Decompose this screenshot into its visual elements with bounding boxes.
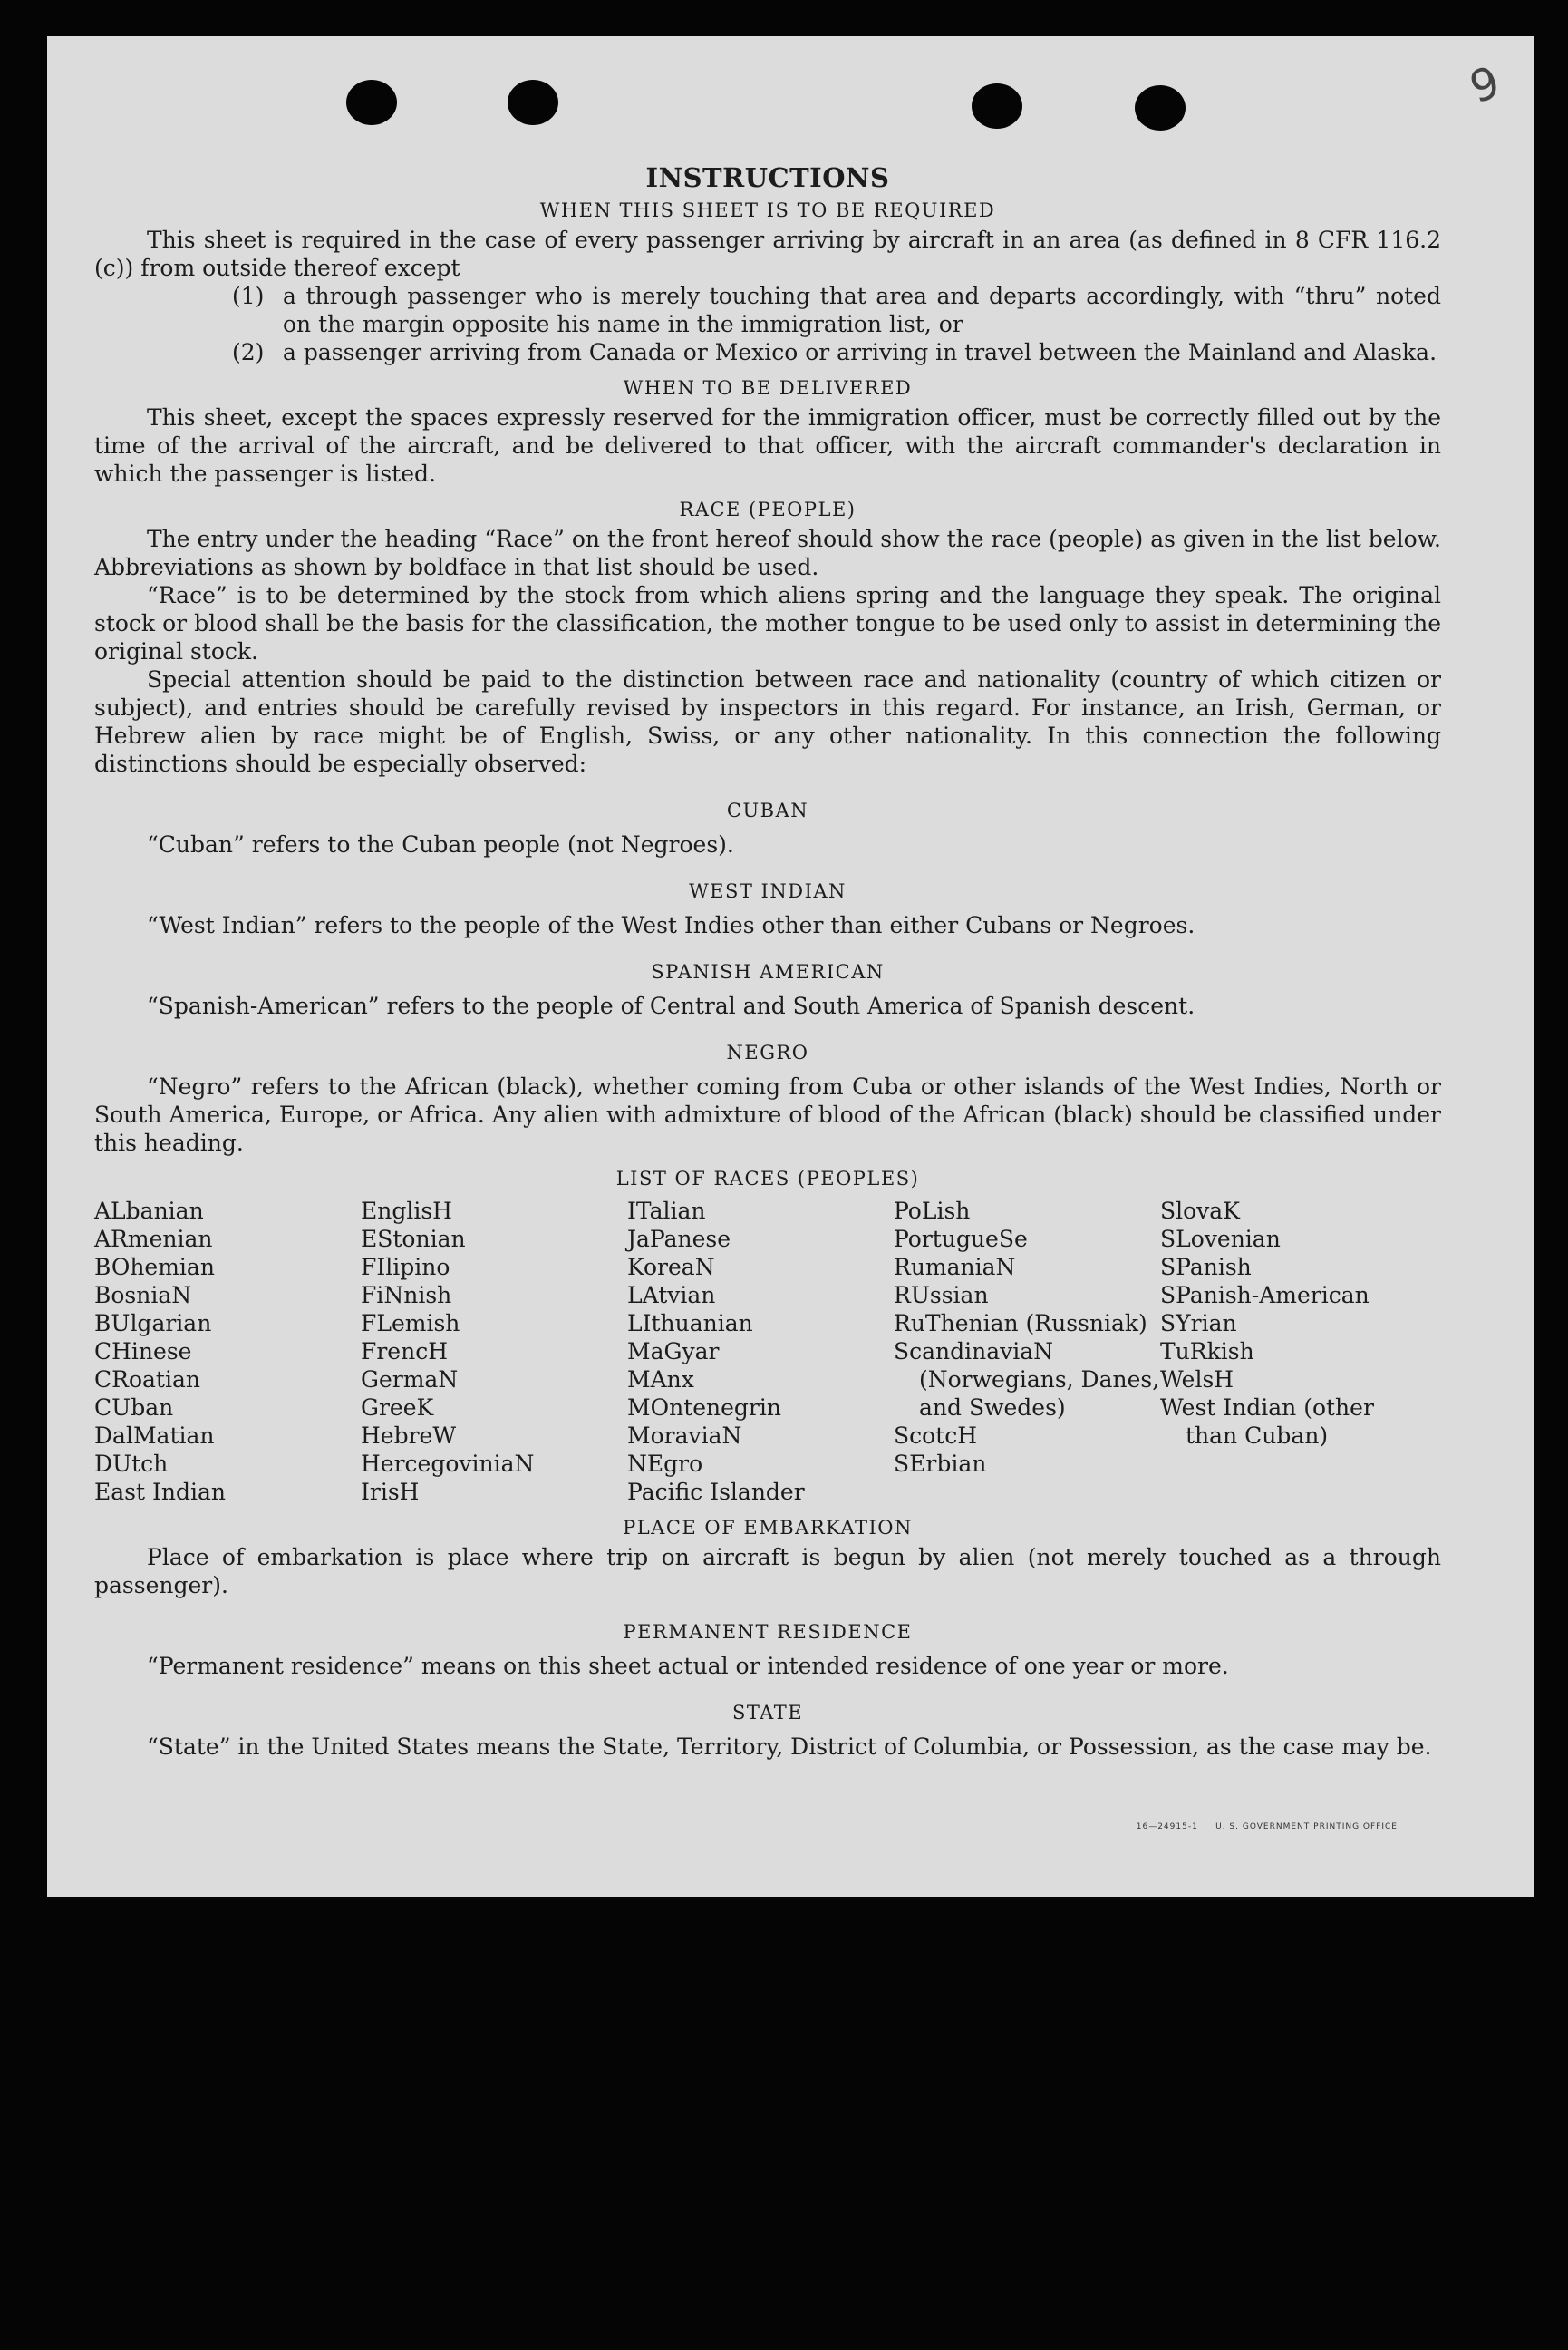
handwritten-page-mark: 9: [1464, 56, 1506, 114]
exception-item: [94, 282, 1441, 338]
race-entry: GreeK: [361, 1394, 434, 1421]
race-entry: West Indian (other than Cuban): [1160, 1394, 1374, 1449]
race-entry: MAnx: [627, 1366, 694, 1393]
section-heading: WEST INDIAN: [689, 880, 847, 902]
race-entry: FrencH: [361, 1338, 448, 1364]
race-entry: ScotcH: [894, 1423, 978, 1449]
race-entry: LAtvian: [627, 1282, 716, 1308]
race-entry: FLemish: [361, 1310, 460, 1336]
section-heading: RACE (PEOPLE): [679, 499, 857, 520]
instruction-sheet: [47, 36, 1534, 1897]
race-entry: LIthuanian: [627, 1310, 753, 1336]
race-entry: HebreW: [361, 1423, 457, 1449]
race-column: [361, 1197, 627, 1506]
race-entry: SLovenian: [1160, 1226, 1281, 1252]
race-list: [94, 1197, 1441, 1506]
race-entry: MOntenegrin: [627, 1394, 781, 1421]
paragraph: This sheet is required in the case of every passenger arriving by aircraft in an area (as defined in 8 CFR 116.2 (c)) from outside thereof except: [94, 227, 1441, 281]
race-entry: BosniaN: [94, 1282, 192, 1308]
paragraph: “Negro” refers to the African (black), whether coming from Cuba or other islands of the West Indies, North or South America, Europe, or Africa. Any alien with admixture of blood of the African (black) should be classified under this heading.: [94, 1073, 1441, 1156]
race-entry: DUtch: [94, 1451, 169, 1477]
form-code: 16—24915-1: [1136, 1822, 1198, 1831]
punch-hole: [346, 80, 397, 125]
race-entry: CHinese: [94, 1338, 192, 1364]
item-number: (1): [232, 283, 265, 309]
race-entry: CUban: [94, 1394, 174, 1421]
section-heading: SPANISH AMERICAN: [651, 961, 885, 983]
race-column: [1160, 1197, 1427, 1506]
race-entry: RuThenian (Russniak): [894, 1310, 1147, 1336]
section-heading: LIST OF RACES (PEOPLES): [615, 1168, 920, 1190]
race-entry: EnglisH: [361, 1198, 452, 1224]
race-entry: IrisH: [361, 1479, 420, 1505]
printer-imprint: [1137, 1822, 1398, 1831]
paragraph: “Cuban” refers to the Cuban people (not Negroes).: [147, 831, 734, 858]
paragraph: Special attention should be paid to the distinction between race and nationality (country of which citizen or subject), and entries should be carefully revised by inspectors in this regard. For instance, an Irish, German, or Hebrew alien by race might be of English, Swiss, or any other nationality. In this connection the following distinctions should be especially observed:: [94, 666, 1441, 777]
race-entry: Pacific Islander: [627, 1479, 805, 1505]
race-entry: FIlipino: [361, 1254, 450, 1280]
race-entry: EStonian: [361, 1226, 466, 1252]
race-entry: BUlgarian: [94, 1310, 212, 1336]
section-heading: STATE: [731, 1702, 804, 1724]
section-heading: CUBAN: [726, 800, 809, 821]
race-entry: HercegoviniaN: [361, 1451, 535, 1477]
race-column: [94, 1197, 361, 1506]
item-text: a passenger arriving from Canada or Mexico or arriving in travel between the Mainland and Alaska.: [283, 339, 1437, 365]
race-entry: ALbanian: [94, 1198, 204, 1224]
race-entry: BOhemian: [94, 1254, 215, 1280]
race-entry: MoraviaN: [627, 1423, 742, 1449]
race-entry: RumaniaN: [894, 1254, 1016, 1280]
section-heading: PERMANENT RESIDENCE: [623, 1621, 913, 1643]
race-entry: DalMatian: [94, 1423, 215, 1449]
race-entry: East Indian: [94, 1479, 226, 1505]
punch-hole: [972, 83, 1022, 129]
race-entry: KoreaN: [627, 1254, 715, 1280]
punch-hole: [1135, 85, 1186, 131]
paragraph: Place of embarkation is place where trip on aircraft is begun by alien (not merely touched as a through passenger).: [94, 1544, 1441, 1598]
race-entry: PortugueSe: [894, 1226, 1028, 1252]
paragraph: “West Indian” refers to the people of the West Indies other than either Cubans or Negroes.: [147, 912, 1195, 938]
section-heading: PLACE OF EMBARKATION: [623, 1517, 913, 1539]
race-entry: ARmenian: [94, 1226, 213, 1252]
race-entry: CRoatian: [94, 1366, 200, 1393]
item-number: (2): [232, 339, 265, 365]
race-entry: SErbian: [894, 1451, 987, 1477]
race-entry: JaPanese: [627, 1226, 731, 1252]
race-entry: WelsH: [1160, 1366, 1234, 1393]
paragraph: The entry under the heading “Race” on the front hereof should show the race (people) as given in the list below. Abbreviations as shown by boldface in that list should be used.: [94, 526, 1441, 580]
section-heading: WHEN TO BE DELIVERED: [623, 377, 913, 399]
punch-hole: [508, 80, 558, 125]
race-column: [894, 1197, 1160, 1506]
race-entry: MaGyar: [627, 1338, 720, 1364]
page-title: INSTRUCTIONS: [645, 162, 890, 193]
race-entry: NEgro: [627, 1451, 703, 1477]
race-entry: TuRkish: [1160, 1338, 1254, 1364]
race-entry: SlovaK: [1160, 1198, 1240, 1224]
paragraph: “Race” is to be determined by the stock from which aliens spring and the language they speak. The original stock or blood shall be the basis for the classification, the mother tongue to be used only to assist in determining the original stock.: [94, 582, 1441, 665]
section-heading: WHEN THIS SHEET IS TO BE REQUIRED: [539, 199, 996, 221]
race-entry: SYrian: [1160, 1310, 1237, 1336]
item-text: a through passenger who is merely touching that area and departs accordingly, with “thru” noted on the margin opposite his name in the immigration list, or: [283, 283, 1441, 337]
race-entry: RUssian: [894, 1282, 989, 1308]
race-column: [627, 1197, 894, 1506]
race-entry: ITalian: [627, 1198, 706, 1224]
exception-item: [94, 338, 1441, 366]
race-entry: SPanish: [1160, 1254, 1252, 1280]
race-entry: ScandinaviaN (Norwegians, Danes, and Swedes): [894, 1338, 1160, 1421]
paragraph: “Spanish-American” refers to the people of Central and South America of Spanish descent.: [147, 993, 1195, 1019]
race-entry: PoLish: [894, 1198, 971, 1224]
instructions-body: [94, 160, 1441, 1761]
race-entry: GermaN: [361, 1366, 459, 1393]
race-entry: SPanish-American: [1160, 1282, 1370, 1308]
section-heading: NEGRO: [726, 1042, 809, 1063]
race-entry: FiNnish: [361, 1282, 452, 1308]
paragraph: “Permanent residence” means on this sheet actual or intended residence of one year or more.: [147, 1653, 1229, 1679]
printer-name: U. S. GOVERNMENT PRINTING OFFICE: [1215, 1822, 1398, 1831]
paragraph: “State” in the United States means the State, Territory, District of Columbia, or Possession, as the case may be.: [147, 1733, 1432, 1760]
paragraph: This sheet, except the spaces expressly reserved for the immigration officer, must be correctly filled out by the time of the arrival of the aircraft, and be delivered to that officer, with the aircraft commander's declaration in which the passenger is listed.: [94, 404, 1441, 487]
